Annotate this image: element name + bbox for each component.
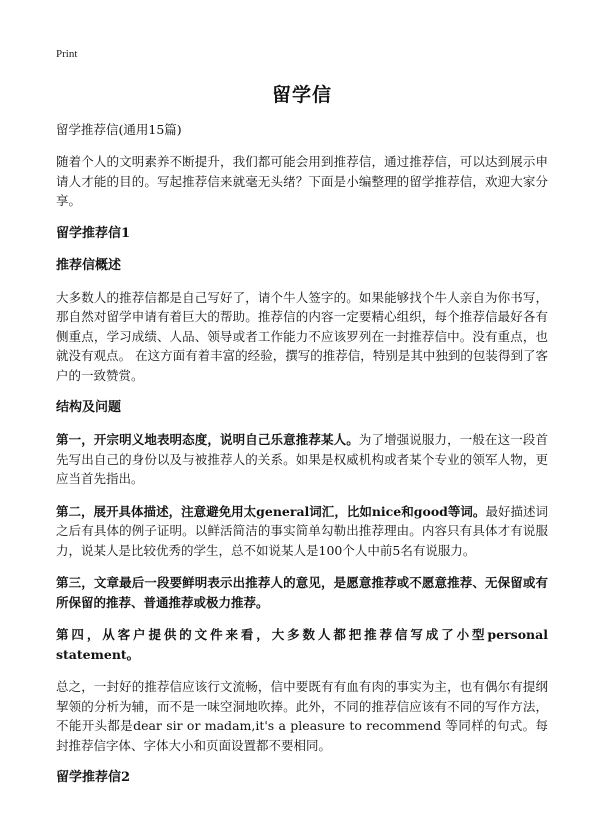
point-2-text: 最好描述词之后有具体的例子证明。以鲜活简洁的事实简单勾勒出推荐理由。内容只有具体才有说服力，说某人是比较优秀的学生，总不如说某人是100个人中前5名有说服力。	[56, 503, 548, 558]
point-1-paragraph	[56, 430, 548, 489]
point-2-lead: 第二，展开具体描述，注意避免用太general词汇，比如nice和good等词。	[56, 503, 486, 519]
page-title: 留学信	[271, 84, 332, 106]
point-1-text: 为了增强说服力，一般在这一段首先写出自己的身份以及与被推荐人的关系。如果是权威机构或者某个专业的领军人物，更应当首先指出。	[56, 432, 548, 486]
document-subtitle: 留学推荐信(通用15篇)	[56, 122, 182, 137]
print-link[interactable]: Print	[56, 48, 78, 60]
point-1-lead: 第一，开宗明义地表明态度，说明自己乐意推荐某人。	[56, 432, 359, 447]
letter-2-heading: 留学推荐信2	[56, 770, 131, 785]
point-3-paragraph: 第三，文章最后一段要鲜明表示出推荐人的意见，是愿意推荐或不愿意推荐、无保留或有所保留的推荐、普通推荐或极力推荐。	[56, 575, 548, 610]
letter-1-heading: 留学推荐信1	[56, 225, 131, 241]
overview-heading: 推荐信概述	[56, 257, 122, 273]
intro-paragraph: 随着个人的文明素养不断提升，我们都可能会用到推荐信，通过推荐信，可以达到展示申请人才能的目的。写起推荐信来就毫无头绪？下面是小编整理的留学推荐信，欢迎大家分享。	[56, 154, 548, 208]
point-2-paragraph	[56, 502, 548, 561]
document-body	[56, 120, 548, 800]
overview-paragraph: 大多数人的推荐信都是自己写好了，请个牛人签字的。如果能够找个牛人亲自为你书写，那自然对留学申请有着巨大的帮助。推荐信的内容一定要精心组织，每个推荐信最好各有侧重点，学习成绩、人品、领导或者工作能力不应该罗列在一封推荐信中。没有重点，也就没有观点。 在这方面有着丰富的经验，撰写的推荐信，特别是其中独到的包装得到了客户的一致赞赏。	[56, 289, 548, 383]
point-4-paragraph: 第四，从客户提供的文件来看，大多数人都把推荐信写成了小型personal statement。	[56, 627, 548, 662]
structure-heading: 结构及问题	[56, 400, 122, 415]
summary-paragraph: 总之，一封好的推荐信应该行文流畅，信中要既有有血有肉的事实为主，也有偶尔有提纲挈领的分析为辅，而不是一味空洞地吹捧。此外，不同的推荐信应该有不同的写作方法，不能开头都是dear sir or madam,it's a pleasure to recommend 等同样的句式。每封推荐信字体、字体大小和页面设置都不要相同。	[56, 679, 548, 753]
